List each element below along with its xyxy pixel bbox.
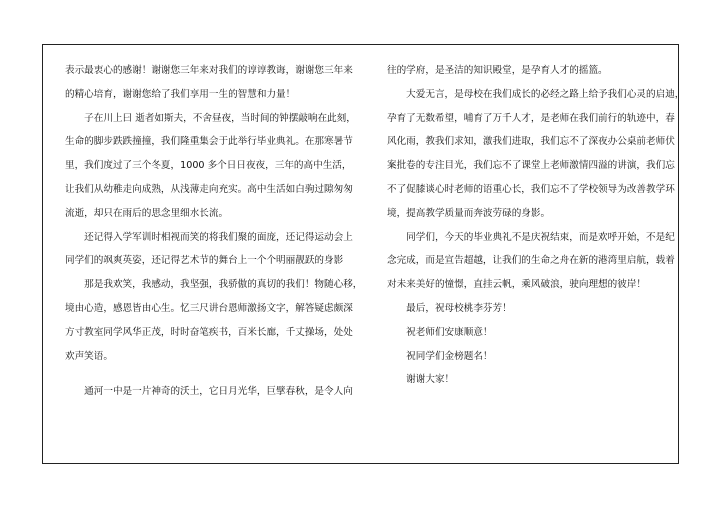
text-line: 同学们，今天的毕业典礼不是庆祝结束，而是欢呼开始，不是纪: [387, 231, 675, 243]
text-line: 让我们从幼稚走向成熟，从浅薄走向充实。高中生活如白驹过隙匆匆: [65, 183, 353, 195]
text-line: 还记得入学军训时相视而笑的将我们聚的面庞，还记得运动会上: [65, 231, 353, 243]
text-line: 对未来美好的憧憬，直挂云帆，乘风破浪，驶向理想的彼岸！: [387, 279, 647, 291]
text-line: 生命的脚步跌跌撞撞，我们隆重集会于此举行毕业典礼。在那寒暑节: [65, 136, 353, 148]
text-line: 案批卷的专注目光，我们忘不了课堂上老师激情四溢的讲演，我们忘: [387, 160, 675, 172]
text-line: 境，提高教学质量而奔波劳碌的身影。: [387, 207, 551, 219]
text-line: 那是我欢笑，我感动，我坚强，我骄傲的真切的我们！物随心移，: [65, 279, 363, 291]
text-line: 表示最衷心的感谢！谢谢您三年来对我们的谆谆教诲，谢谢您三年来: [65, 65, 353, 76]
text-line: 子在川上曰 逝者如斯夫，不舍昼夜，当时间的钟摆敲响在此刻，: [65, 112, 356, 124]
text-line: 欢声笑语。: [65, 350, 113, 362]
left-text-column: [65, 59, 361, 404]
text-line: 不了促膝谈心时老师的语重心长，我们忘不了学校领导为改善教学环: [387, 183, 675, 195]
paragraph-gap: [65, 368, 361, 380]
right-text-column: [387, 59, 685, 392]
text-line: 往的学府，是圣洁的知识殿堂，是孕育人才的摇篮。: [387, 65, 608, 76]
text-line: 同学们的飒爽英姿，还记得艺术节的舞台上一个个明丽靓跃的身影: [65, 255, 344, 267]
text-line: 的精心培育，谢谢您给了我们享用一生的智慧和力量！: [65, 88, 296, 100]
text-line: 风化雨，教我们求知，激我们进取，我们忘不了深夜办公桌前老师伏: [387, 136, 675, 148]
page-frame: [42, 44, 685, 464]
text-line: 通河一中是一片神奇的沃土，它日月光华，巨擘春秋，是令人向: [65, 386, 353, 398]
text-line: 孕育了无数希望，哺育了万千人才，是老师在我们前行的轨迹中，春: [387, 112, 675, 124]
text-line: 祝同学们金榜题名！: [387, 350, 493, 362]
text-line: 谢谢大家！: [387, 374, 455, 386]
text-line: 方寸教室同学风华正茂，时时奋笔疾书，百米长廊，千丈操场，处处: [65, 326, 353, 338]
text-line: 祝老师们安康顺意！: [387, 326, 493, 338]
text-line: 念完成，而是宣告超越，让我们的生命之舟在新的港湾里启航，载着: [387, 255, 675, 267]
text-line: 流逝，却只在雨后的思念里细水长流。: [65, 207, 229, 219]
text-line: 最后，祝母校桃李芬芳！: [387, 302, 512, 314]
text-line: 大爱无言，是母校在我们成长的必经之路上给予我们心灵的启迪，: [387, 88, 685, 100]
text-line: 里，我们度过了三个冬夏，1000 多个日日夜夜，三年的高中生活，: [65, 160, 352, 172]
text-line: 境由心造，感恩皆由心生。忆三尺讲台恩师激扬文字，解答疑虑颇深: [65, 302, 353, 314]
